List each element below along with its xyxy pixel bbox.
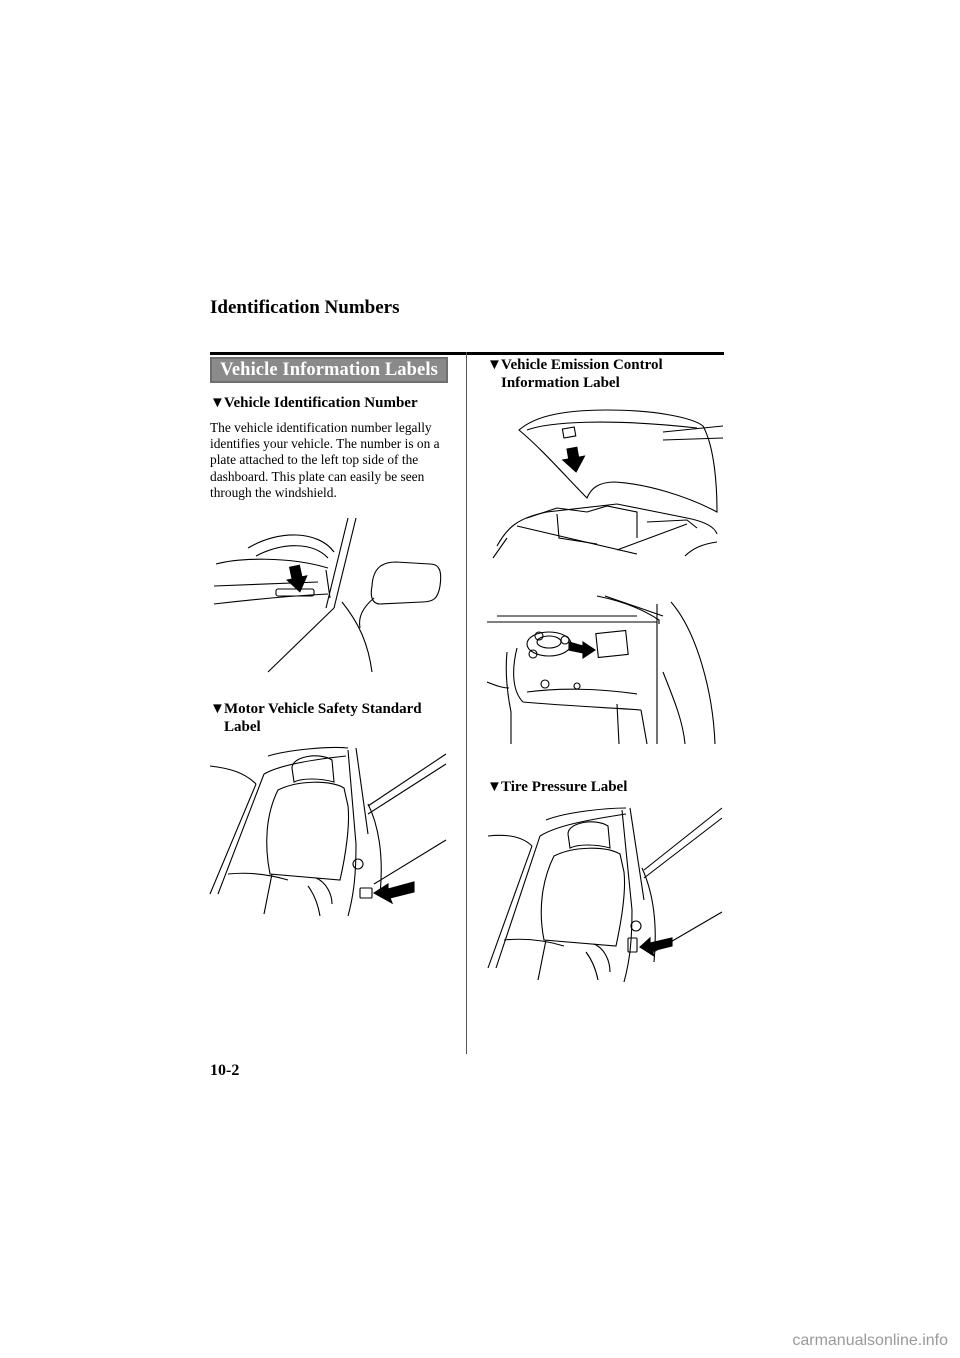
emission-hood-illustration: [487, 408, 723, 568]
vin-plate-illustration: [208, 512, 444, 674]
triangle-marker-icon: ▼: [210, 701, 225, 717]
vin-description: The vehicle identification number legally identifies your vehicle. The number is on a plate attached to the left top side of the dashboard. This plate can easily be seen through the windshield.: [210, 420, 440, 500]
emission-strut-illustration: [487, 592, 723, 752]
tire-pressure-illustration: [486, 806, 724, 982]
page-number: 10-2: [210, 1062, 240, 1079]
vin-heading-text: Vehicle Identification Number: [224, 395, 418, 411]
safety-heading: [210, 700, 422, 736]
vin-heading: [210, 394, 418, 412]
column-divider: [466, 352, 467, 1054]
section-banner: Vehicle Information Labels: [210, 357, 448, 383]
tire-heading: [487, 778, 627, 796]
tire-heading-text: Tire Pressure Label: [501, 779, 628, 795]
watermark-url: carmanualsonline.info: [792, 1332, 948, 1349]
emission-heading-line1: Vehicle Emission Control: [501, 357, 663, 373]
triangle-marker-icon: ▼: [487, 357, 502, 373]
safety-heading-line1: Motor Vehicle Safety Standard: [224, 701, 422, 717]
triangle-marker-icon: ▼: [210, 395, 225, 411]
safety-label-illustration: [208, 744, 448, 918]
emission-heading: [487, 356, 663, 392]
triangle-marker-icon: ▼: [487, 779, 502, 795]
safety-heading-line2: Label: [224, 719, 261, 735]
title-rule: [210, 352, 724, 355]
emission-heading-line2: Information Label: [501, 375, 620, 391]
section-title: Identification Numbers: [210, 297, 400, 318]
